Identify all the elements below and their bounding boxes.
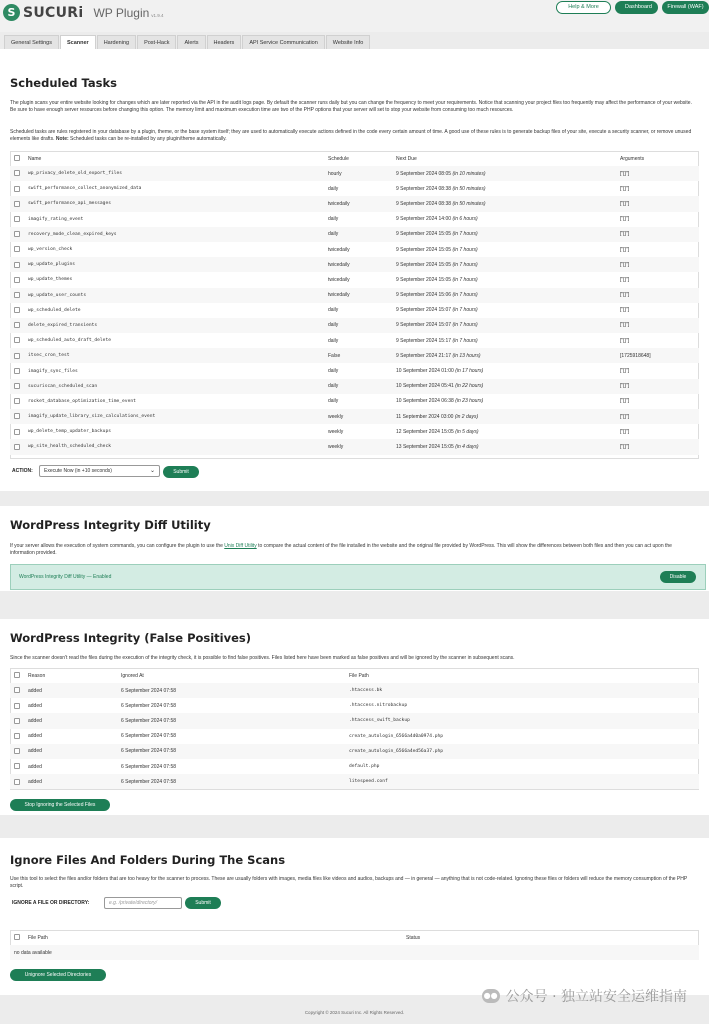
dashboard-button[interactable]: Dashboard xyxy=(615,1,658,14)
task-next-due: 9 September 2024 15:05 (in 7 hours) xyxy=(396,276,478,283)
file-reason: added xyxy=(28,763,42,770)
table-row xyxy=(10,744,699,759)
task-arguments: ["[]"] xyxy=(616,166,699,181)
file-checkbox[interactable] xyxy=(14,779,20,785)
task-next-due: 12 September 2024 15:05 (in 5 days) xyxy=(396,428,479,435)
action-label: ACTION: xyxy=(12,468,33,474)
task-name: wp_version_check xyxy=(28,247,73,253)
task-name: swift_performance_collect_anonymized_data xyxy=(28,186,142,192)
table-row xyxy=(10,288,699,303)
file-path: create_autologin_6566a4d0a0974.php xyxy=(349,733,444,739)
file-path: default.php xyxy=(349,764,380,770)
task-checkbox[interactable] xyxy=(14,307,20,313)
task-arguments: ["[]"] xyxy=(620,246,630,253)
task-checkbox[interactable] xyxy=(14,398,20,404)
product-name: WP Plugin xyxy=(93,5,150,20)
sucuri-logo-icon: S xyxy=(3,4,20,21)
task-schedule: daily xyxy=(328,307,339,314)
table-row xyxy=(10,272,699,287)
table-row xyxy=(10,363,699,378)
table-row xyxy=(10,257,699,272)
file-checkbox[interactable] xyxy=(14,763,20,769)
file-ignored-at: 6 September 2024 07:58 xyxy=(117,744,345,759)
table-row xyxy=(10,713,699,728)
task-next-due: 10 September 2024 06:38 (in 23 hours) xyxy=(396,398,484,405)
task-checkbox[interactable] xyxy=(14,201,20,207)
task-next-due: 9 September 2024 15:06 (in 7 hours) xyxy=(392,288,616,303)
task-checkbox[interactable] xyxy=(14,186,20,192)
table-row xyxy=(10,774,699,789)
tab-headers[interactable]: Headers xyxy=(207,35,242,49)
chevron-down-icon: ⌄ xyxy=(149,468,155,474)
task-schedule: twicedaily xyxy=(324,196,392,211)
table-row xyxy=(10,729,699,744)
task-name: swift_performance_api_messages xyxy=(24,196,324,211)
task-checkbox[interactable] xyxy=(14,368,20,374)
task-name: sucuriscan_scheduled_scan xyxy=(24,379,324,394)
table-row xyxy=(10,333,699,348)
file-ignored-at: 6 September 2024 07:58 xyxy=(117,774,345,789)
task-schedule: daily xyxy=(328,185,339,192)
file-path: .htaccess.bk xyxy=(345,683,699,698)
task-schedule: False xyxy=(324,348,392,363)
task-name: itsec_cron_test xyxy=(24,348,324,363)
diff-utility-status: WordPress Integrity Diff Utility — Enabled xyxy=(19,574,112,580)
task-name: imagify_sync_files xyxy=(28,368,78,374)
file-checkbox[interactable] xyxy=(14,687,20,693)
task-schedule: twicedaily xyxy=(328,276,350,283)
table-row xyxy=(10,242,699,257)
table-row xyxy=(10,212,699,227)
task-name: wp_delete_temp_updater_backups xyxy=(28,429,111,435)
action-submit-button[interactable]: Submit xyxy=(163,466,199,478)
table-row xyxy=(10,348,699,363)
task-next-due: 9 September 2024 08:05 (in 10 minutes) xyxy=(392,166,616,181)
table-row xyxy=(10,409,699,424)
task-next-due: 10 September 2024 05:41 (in 22 hours) xyxy=(392,379,616,394)
integrity-diff-description: If your server allows the execution of system commands, you can configure the plugin to use the Unix Diff Utility to compare the actual content of the file installed in the website and the original file provided by WordPress. This will show the differences between both files and then you can act upon the information provided. xyxy=(10,543,672,556)
file-path: litespeed.conf xyxy=(345,774,699,789)
file-checkbox[interactable] xyxy=(14,748,20,754)
false-positives-section xyxy=(0,619,709,815)
task-arguments: ["[]"] xyxy=(616,439,699,454)
ignore-files-description: Use this tool to select the files and/or folders that are too heavy for the scanner to process. These are usually folders with images, media files like videos and audios, backups and — in general — anything that is not code-related. Ignoring these files or folders will reduce the memory consumption of the PHP script. xyxy=(10,876,688,889)
ignored-file-path-header: File Path xyxy=(28,934,48,941)
task-checkbox[interactable] xyxy=(14,429,20,435)
scheduled-tasks-section xyxy=(0,49,709,491)
table-row xyxy=(10,318,699,333)
wechat-watermark: ●● 公众号 · 独立站安全运维指南 xyxy=(482,986,687,1006)
task-arguments: ["[]"] xyxy=(616,318,699,333)
task-arguments: ["[]"] xyxy=(620,276,630,283)
task-arguments: ["[]"] xyxy=(616,288,699,303)
task-checkbox[interactable] xyxy=(14,337,20,343)
task-checkbox[interactable] xyxy=(14,246,20,252)
ignore-path-label: IGNORE A FILE OR DIRECTORY: xyxy=(12,900,90,906)
task-checkbox[interactable] xyxy=(14,383,20,389)
file-reason: added xyxy=(28,733,42,740)
task-schedule: daily xyxy=(328,337,339,344)
task-schedule: hourly xyxy=(324,166,392,181)
task-name: delete_expired_transients xyxy=(24,318,324,333)
sucuri-logo xyxy=(3,4,164,21)
scheduled-tasks-description: The plugin scans your entire website looking for changes which are later reported via the API in the audit logs page. By default the scanner runs daily but you can change the frequency to meet your requirements. Notice that scanning your project files too frequently may affect the performance of your website. Be sure to have enough server resources before changing this option. The memory limit and maximum execution time are two of the PHP options that your server will set to stop your website from consuming too much resources. xyxy=(10,100,692,113)
task-name: imagify_rating_event xyxy=(28,216,84,222)
task-name: wp_privacy_delete_old_export_files xyxy=(24,166,324,181)
file-ignored-at: 6 September 2024 07:58 xyxy=(121,733,177,740)
file-checkbox[interactable] xyxy=(14,718,20,724)
reason-column-header: Reason xyxy=(28,672,46,679)
file-ignored-at: 6 September 2024 07:58 xyxy=(117,683,345,698)
task-arguments: ["[]"] xyxy=(620,368,630,375)
tab-website-info[interactable]: Website Info xyxy=(326,35,370,49)
false-positives-table xyxy=(10,668,699,789)
task-next-due: 10 September 2024 01:00 (in 17 hours) xyxy=(396,368,484,375)
tab-post-hack[interactable]: Post-Hack xyxy=(137,35,176,49)
task-arguments: ["[]"] xyxy=(620,307,630,314)
task-arguments: ["[]"] xyxy=(620,398,630,405)
task-next-due: 9 September 2024 15:07 (in 7 hours) xyxy=(392,318,616,333)
task-checkbox[interactable] xyxy=(14,292,20,298)
false-positives-description: Since the scanner doesn't read the files during the execution of the integrity check, it is possible to find false positives. Files listed here have been marked as false positives and will be ignored by the scanner in subsequent scans. xyxy=(10,655,515,661)
task-next-due: 11 September 2024 03:00 (in 2 days) xyxy=(392,409,616,424)
name-column-header: Name xyxy=(28,155,42,162)
plugin-version: v1.9.4 xyxy=(151,13,164,18)
select-all-tasks-checkbox[interactable] xyxy=(14,155,20,161)
scheduled-tasks-note: Scheduled tasks are rules registered in your database by a plugin, theme, or the base system itself; they are used to automatically execute actions defined in the code every certain amount of time. A good use of these rules is to generate backup files of your site, execute a security scanner, or remove unused elements like drafts. Note: Scheduled tasks can be re-installed by any plugin/theme automatically. xyxy=(10,129,692,142)
task-schedule: weekly xyxy=(324,409,392,424)
tab-api-service-communication[interactable]: API Service Communication xyxy=(242,35,324,49)
task-schedule: weekly xyxy=(324,439,392,454)
ignored-at-column-header: Ignored At xyxy=(121,672,144,679)
next-due-column-header: Next Due xyxy=(396,155,417,162)
file-checkbox[interactable] xyxy=(14,703,20,709)
task-arguments: ["[]"] xyxy=(616,409,699,424)
file-path-column-header: File Path xyxy=(349,672,369,679)
task-schedule: daily xyxy=(324,379,392,394)
task-name: wp_scheduled_auto_draft_delete xyxy=(28,338,111,344)
copyright-footer: Copyright © 2024 Sucuri Inc. All Rights Reserved. xyxy=(304,1010,405,1015)
task-next-due: 9 September 2024 15:07 (in 7 hours) xyxy=(396,307,478,314)
settings-tabs xyxy=(4,35,371,49)
task-next-due: 9 September 2024 14:00 (in 6 hours) xyxy=(396,216,478,223)
wechat-icon: ●● xyxy=(482,989,500,1003)
task-next-due: 9 September 2024 15:05 (in 7 hours) xyxy=(396,246,478,253)
table-row xyxy=(10,424,699,439)
task-schedule: daily xyxy=(328,368,339,375)
task-name: imagify_update_library_size_calculations_event xyxy=(24,409,324,424)
file-ignored-at: 6 September 2024 07:58 xyxy=(121,702,177,709)
top-bar xyxy=(0,0,709,32)
table-row xyxy=(10,303,699,318)
task-arguments: ["[]"] xyxy=(616,196,699,211)
integrity-diff-section xyxy=(0,506,709,591)
schedule-column-header: Schedule xyxy=(328,155,349,162)
task-schedule: daily xyxy=(328,216,339,223)
table-row xyxy=(10,698,699,713)
task-arguments: ["[]"] xyxy=(616,379,699,394)
unix-diff-utility-link[interactable]: Unix Diff Utility xyxy=(224,543,257,549)
task-name: wp_update_user_counts xyxy=(24,288,324,303)
task-arguments: ["[]"] xyxy=(620,428,630,435)
ignored-status-header: Status xyxy=(406,934,421,941)
file-reason: added xyxy=(28,702,42,709)
task-name: wp_scheduled_delete xyxy=(28,307,81,313)
task-next-due: 9 September 2024 21:17 (in 13 hours) xyxy=(392,348,616,363)
tab-hardening[interactable]: Hardening xyxy=(97,35,136,49)
action-select[interactable]: Execute Now (in +10 seconds) ⌄ xyxy=(39,465,160,477)
task-schedule: daily xyxy=(324,227,392,242)
false-positives-title: WordPress Integrity (False Positives) xyxy=(10,631,252,645)
task-next-due: 9 September 2024 08:38 (in 50 minutes) xyxy=(396,185,486,192)
table-row xyxy=(10,196,699,211)
task-name: rocket_database_optimization_time_event xyxy=(28,398,136,404)
tab-scanner[interactable]: Scanner xyxy=(60,35,96,49)
task-next-due: 9 September 2024 15:05 (in 7 hours) xyxy=(392,257,616,272)
table-row xyxy=(10,683,699,698)
task-arguments: [1725918648] xyxy=(616,348,699,363)
file-path: create_autologin_6566a4ed56a37.php xyxy=(345,744,699,759)
select-all-files-checkbox[interactable] xyxy=(14,672,20,678)
task-checkbox[interactable] xyxy=(14,231,20,237)
task-schedule: twicedaily xyxy=(328,246,350,253)
ignore-path-input[interactable]: e.g. /private/directory/ xyxy=(104,897,182,909)
scheduled-tasks-title: Scheduled Tasks xyxy=(10,76,117,90)
tab-general-settings[interactable]: General Settings xyxy=(4,35,59,49)
task-checkbox[interactable] xyxy=(14,322,20,328)
tab-alerts[interactable]: Alerts xyxy=(177,35,205,49)
ignore-files-section xyxy=(0,838,709,995)
file-checkbox[interactable] xyxy=(14,733,20,739)
ignore-files-title: Ignore Files And Folders During The Scans xyxy=(10,853,286,867)
task-checkbox[interactable] xyxy=(14,277,20,283)
task-next-due: 13 September 2024 15:05 (in 4 days) xyxy=(392,439,616,454)
task-arguments: ["[]"] xyxy=(616,227,699,242)
firewall-waf-button[interactable]: Firewall (WAF) xyxy=(662,1,709,14)
table-row xyxy=(10,439,699,454)
file-path: .htaccess.nitrobackup xyxy=(349,703,408,709)
table-row xyxy=(10,227,699,242)
file-reason: added xyxy=(24,774,117,789)
task-schedule: twicedaily xyxy=(324,257,392,272)
file-reason: added xyxy=(24,713,117,728)
task-checkbox[interactable] xyxy=(14,170,20,176)
task-arguments: ["[]"] xyxy=(620,337,630,344)
select-all-dirs-checkbox[interactable] xyxy=(14,934,20,940)
no-data-message: no data available xyxy=(10,945,699,960)
integrity-diff-title: WordPress Integrity Diff Utility xyxy=(10,518,211,532)
disable-diff-button[interactable]: Disable xyxy=(660,571,696,583)
ignore-path-submit-button[interactable]: Submit xyxy=(185,897,221,909)
task-checkbox[interactable] xyxy=(14,262,20,268)
table-row xyxy=(10,379,699,394)
table-row xyxy=(10,394,699,409)
unignore-directories-button[interactable]: Unignore Selected Directories xyxy=(10,969,106,981)
task-next-due: 9 September 2024 15:17 (in 7 hours) xyxy=(396,337,478,344)
task-name: recovery_mode_clean_expired_keys xyxy=(24,227,324,242)
task-next-due: 9 September 2024 08:38 (in 50 minutes) xyxy=(392,196,616,211)
task-checkbox[interactable] xyxy=(14,216,20,222)
help-more-button[interactable]: Help & More xyxy=(556,1,611,14)
task-arguments: ["[]"] xyxy=(620,216,630,223)
scheduled-tasks-table xyxy=(10,151,699,455)
table-row xyxy=(10,759,699,774)
file-reason: added xyxy=(24,744,117,759)
arguments-column-header: Arguments xyxy=(620,155,645,162)
file-ignored-at: 6 September 2024 07:58 xyxy=(117,713,345,728)
task-checkbox[interactable] xyxy=(14,444,20,450)
task-name: wp_site_health_scheduled_check xyxy=(24,439,324,454)
file-ignored-at: 6 September 2024 07:58 xyxy=(121,763,177,770)
task-schedule: daily xyxy=(324,318,392,333)
task-schedule: twicedaily xyxy=(324,288,392,303)
stop-ignoring-files-button[interactable]: Stop Ignoring the Selected Files xyxy=(10,799,110,811)
task-name: wp_update_themes xyxy=(28,277,73,283)
task-checkbox[interactable] xyxy=(14,353,20,359)
table-row xyxy=(10,166,699,181)
task-schedule: weekly xyxy=(328,428,344,435)
task-checkbox[interactable] xyxy=(14,413,20,419)
file-path: .htaccess_swift_backup xyxy=(345,713,699,728)
file-reason: added xyxy=(24,683,117,698)
diff-utility-notice xyxy=(10,564,706,590)
task-arguments: ["[]"] xyxy=(620,185,630,192)
task-next-due: 9 September 2024 15:05 (in 7 hours) xyxy=(392,227,616,242)
brand-name: SUCURi xyxy=(23,4,84,21)
task-arguments: ["[]"] xyxy=(616,257,699,272)
table-row xyxy=(10,181,699,196)
task-name: wp_update_plugins xyxy=(24,257,324,272)
task-schedule: daily xyxy=(328,398,339,405)
ignored-dirs-table xyxy=(10,930,699,960)
